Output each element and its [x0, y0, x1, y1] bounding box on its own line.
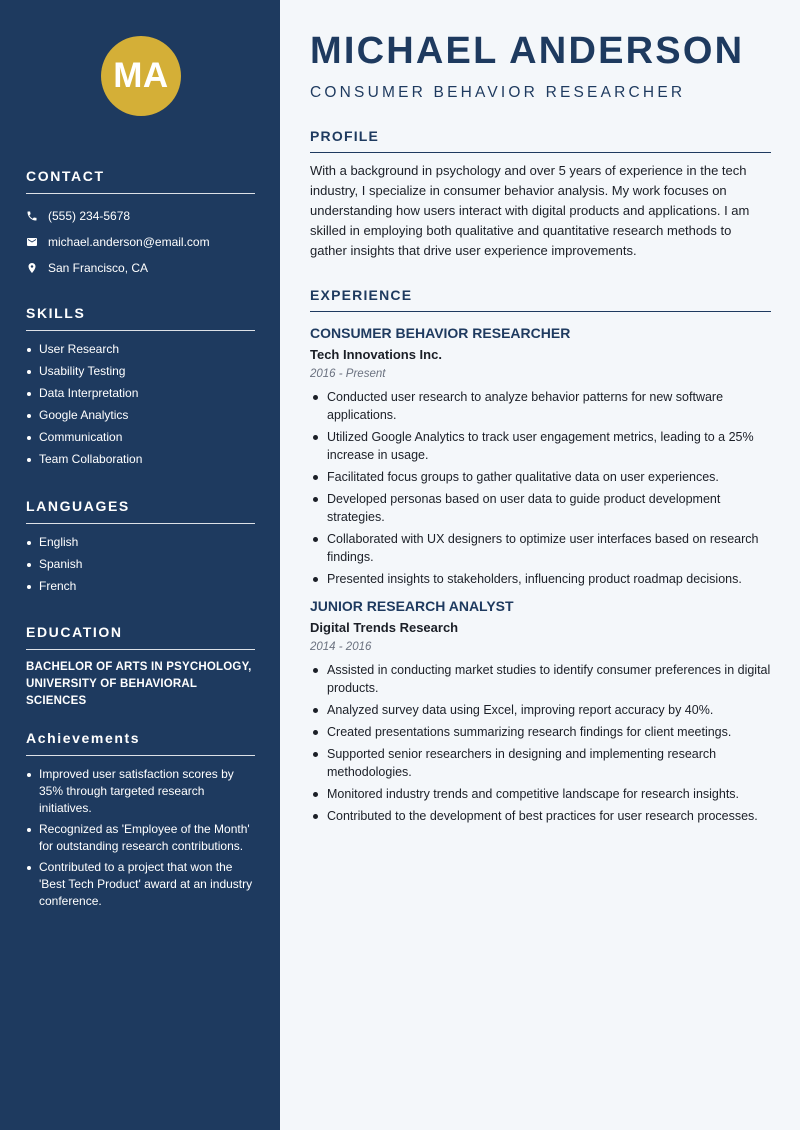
skills-section — [26, 305, 255, 473]
experience-section — [310, 287, 771, 829]
list-item: Collaborated with UX designers to optimize user interfaces based on research findings. — [310, 530, 771, 566]
education-heading: EDUCATION — [26, 624, 255, 650]
list-item: Usability Testing — [26, 363, 255, 380]
candidate-name: MICHAEL ANDERSON — [310, 30, 745, 72]
job-bullets — [310, 661, 771, 825]
education-school: UNIVERSITY OF BEHAVIORAL SCIENCES — [26, 678, 197, 707]
achievements-heading: Achievements — [26, 730, 255, 756]
achievements-list — [26, 766, 255, 910]
phone-icon — [26, 210, 48, 222]
job-dates: 2014 - 2016 — [310, 641, 372, 653]
job-entry — [310, 325, 771, 588]
list-item: Utilized Google Analytics to track user engagement metrics, leading to a 25% increase in usage. — [310, 428, 771, 464]
job-entry — [310, 598, 771, 825]
contact-section — [26, 168, 255, 281]
list-item: English — [26, 534, 255, 551]
list-item: Assisted in conducting market studies to identify consumer preferences in digital products. — [310, 661, 771, 697]
sidebar — [0, 0, 280, 1130]
list-item: Contributed to the development of best practices for user research processes. — [310, 807, 771, 825]
avatar-initials: MA — [101, 36, 181, 116]
contact-location-text: San Francisco, CA — [48, 261, 149, 275]
email-icon — [26, 236, 48, 248]
list-item: Improved user satisfaction scores by 35% through targeted research initiatives. — [26, 766, 255, 817]
list-item: User Research — [26, 341, 255, 358]
contact-phone — [26, 203, 255, 229]
languages-heading: LANGUAGES — [26, 498, 255, 524]
contact-email-text: michael.anderson@email.com — [48, 235, 210, 249]
profile-text: With a background in psychology and over 5 years of experience in the tech industry, I specialize in consumer behavior analysis. My work focuses on understanding how users interact with digital products and applications. I am skilled in employing both qualitative and quantitative research methods to gather insights that drive user experience improvements. — [310, 163, 750, 258]
list-item: Created presentations summarizing research findings for client meetings. — [310, 723, 771, 741]
languages-list — [26, 534, 255, 595]
job-company: Digital Trends Research — [310, 620, 459, 635]
experience-heading: EXPERIENCE — [310, 287, 771, 312]
contact-location — [26, 255, 255, 281]
list-item: Spanish — [26, 556, 255, 573]
profile-heading: PROFILE — [310, 128, 771, 153]
job-company: Tech Innovations Inc. — [310, 347, 442, 362]
list-item: Supported senior researchers in designing and implementing research methodologies. — [310, 745, 771, 781]
education-degree: BACHELOR OF ARTS IN PSYCHOLOGY, — [26, 661, 252, 673]
list-item: Monitored industry trends and competitive landscape for research insights. — [310, 785, 771, 803]
list-item: Conducted user research to analyze behavior patterns for new software applications. — [310, 388, 771, 424]
list-item: Communication — [26, 429, 255, 446]
list-item: Team Collaboration — [26, 451, 255, 468]
languages-section — [26, 498, 255, 600]
contact-list — [26, 203, 255, 281]
skills-heading: SKILLS — [26, 305, 255, 331]
list-item: Presented insights to stakeholders, influencing product roadmap decisions. — [310, 570, 771, 588]
achievements-section — [26, 730, 255, 914]
list-item: Analyzed survey data using Excel, improving report accuracy by 40%. — [310, 701, 771, 719]
location-pin-icon — [26, 262, 48, 274]
list-item: Data Interpretation — [26, 385, 255, 402]
list-item: Google Analytics — [26, 407, 255, 424]
education-entry — [26, 659, 255, 710]
contact-heading: CONTACT — [26, 168, 255, 194]
job-role: JUNIOR RESEARCH ANALYST — [310, 598, 514, 614]
list-item: Contributed to a project that won the 'Best Tech Product' award at an industry conference. — [26, 859, 255, 910]
job-bullets — [310, 388, 771, 588]
profile-section — [310, 128, 771, 261]
contact-email — [26, 229, 255, 255]
list-item: Recognized as 'Employee of the Month' for outstanding research contributions. — [26, 821, 255, 855]
contact-phone-text: (555) 234-5678 — [48, 209, 131, 223]
list-item: French — [26, 578, 255, 595]
list-item: Developed personas based on user data to guide product development strategies. — [310, 490, 771, 526]
job-role: CONSUMER BEHAVIOR RESEARCHER — [310, 325, 571, 341]
education-section — [26, 624, 255, 710]
candidate-title: CONSUMER BEHAVIOR RESEARCHER — [310, 84, 686, 101]
job-dates: 2016 - Present — [310, 368, 386, 380]
list-item: Facilitated focus groups to gather qualitative data on user experiences. — [310, 468, 771, 486]
skills-list — [26, 341, 255, 468]
